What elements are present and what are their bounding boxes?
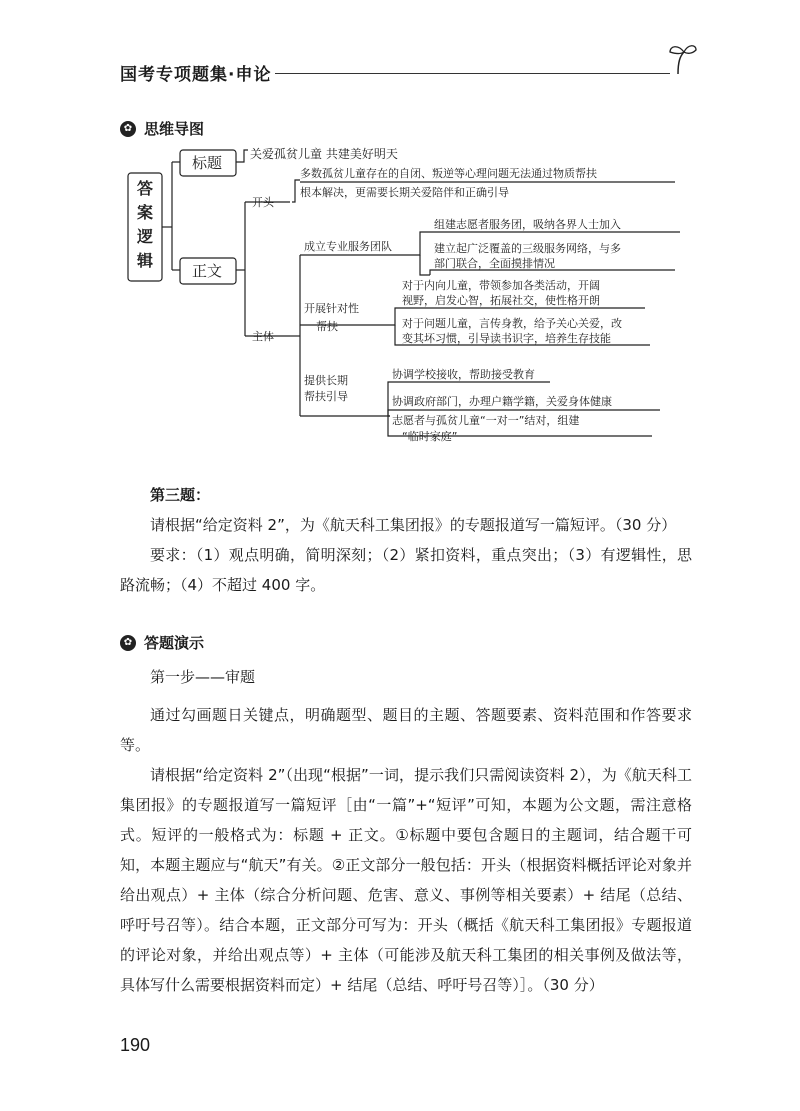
opening-line-2: 根本解决，更需要长期关爱陪伴和正确引导 [300, 186, 509, 199]
mindmap-diagram [120, 140, 680, 450]
branch2-leaf-1b: 视野，启发心智，拓展社交，使性格开朗 [402, 294, 600, 307]
branch3-leaf-3b: “临时家庭” [402, 430, 458, 443]
branch3-label-a: 提供长期 [304, 374, 348, 387]
title-node-label: 标题 [192, 154, 223, 172]
demo-heading-text: 答题演示 [144, 634, 205, 652]
branch2-leaf-2a: 对于问题儿童，言传身教，给予关心关爱，改 [402, 317, 622, 330]
branch3-leaf-3a: 志愿者与孤贫儿童“一对一”结对，组建 [392, 414, 580, 427]
title-text: 关爱孤贫儿童 共建美好明天 [250, 147, 398, 161]
opening-label: 开头 [252, 196, 274, 209]
badge-icon: ✿ [120, 635, 136, 651]
branch3-label-b: 帮扶引导 [304, 390, 348, 403]
question-title: 第三题： [150, 486, 211, 504]
demo-paragraph-1: 通过勾画题日关键点，明确题型、题目的主题、答题要素、资料范围和作答要求等。 [120, 706, 692, 754]
question-prompt: 请根据“给定资料 2”，为《航天科工集团报》的专题报道写一篇短评。（30 分） [150, 516, 677, 534]
branch2-leaf-1a: 对于内向儿童，带领参加各类活动，开阔 [402, 279, 600, 292]
branch2-label-b: 帮扶 [316, 320, 338, 333]
question-requirements: 要求：（1）观点明确，简明深刻；（2）紧扣资料，重点突出；（3）有逻辑性，思路流畅；（4）不超过 400 字。 [120, 546, 692, 594]
mindmap-heading-text: 思维导图 [144, 120, 205, 138]
body-node-label: 正文 [192, 262, 223, 280]
opening-line-1: 多数孤贫儿童存在的自闭、叛逆等心理问题无法通过物质帮扶 [300, 167, 597, 180]
demo-section-heading [120, 632, 204, 653]
branch2-label-a: 开展针对性 [304, 302, 359, 315]
running-header-title: 国考专项题集·申论 [120, 65, 272, 85]
sprout-icon [668, 42, 698, 76]
demo-paragraph-2: 请根据“给定资料 2”（出现“根据”一词，提示我们只需阅读资料 2），为《航天科工集团报》的专题报道写一篇短评［由“一篇”+“短评”可知，本题为公文题，需注意格式。短评的一般格式为：标题 + 正文。①标题中要包含题日的主题词，结合题干可知，本题主题应与“航天”有关。②正文部分一般包括：开头（根据资料概括评论对象并给出观点）+ 主体（综合分析问题、危害、意义、事例等相关要素）+ 结尾（总结、呼吁号召等）。结合本题，正文部分可写为：开头（概括《航天科工集团报》专题报道的评论对象，并给出观点等）+ 主体（可能涉及航天科工集团的相关事例及做法等，具体写什么需要根据资料而定）+ 结尾（总结、呼吁号召等）］。（30 分） [120, 766, 692, 994]
question-block [120, 480, 692, 600]
root-label: 答 案 逻 辑 [137, 179, 154, 270]
demo-block [120, 662, 692, 1000]
branch1-leaf-2a: 建立起广泛覆盖的三级服务网络，与多 [434, 242, 621, 255]
branch3-leaf-2: 协调政府部门，办理户籍学籍，关爱身体健康 [392, 395, 612, 408]
badge-icon: ✿ [120, 121, 136, 137]
branch1-leaf-2b: 部门联合，全面摸排情况 [434, 257, 555, 270]
demo-step-1: 第一步——审题 [150, 668, 256, 686]
branch3-leaf-1: 协调学校接收，帮助接受教育 [392, 368, 535, 381]
branch2-leaf-2b: 变其坏习惯，引导读书识字，培养生存技能 [402, 332, 611, 345]
branch1-leaf-1: 组建志愿者服务团，吸纳各界人士加入 [434, 218, 621, 231]
page-number: 190 [120, 1035, 151, 1055]
branch1-label: 成立专业服务团队 [304, 240, 392, 253]
header-rule [275, 73, 670, 74]
main-label: 主体 [252, 330, 274, 343]
mindmap-section-heading [120, 118, 204, 139]
